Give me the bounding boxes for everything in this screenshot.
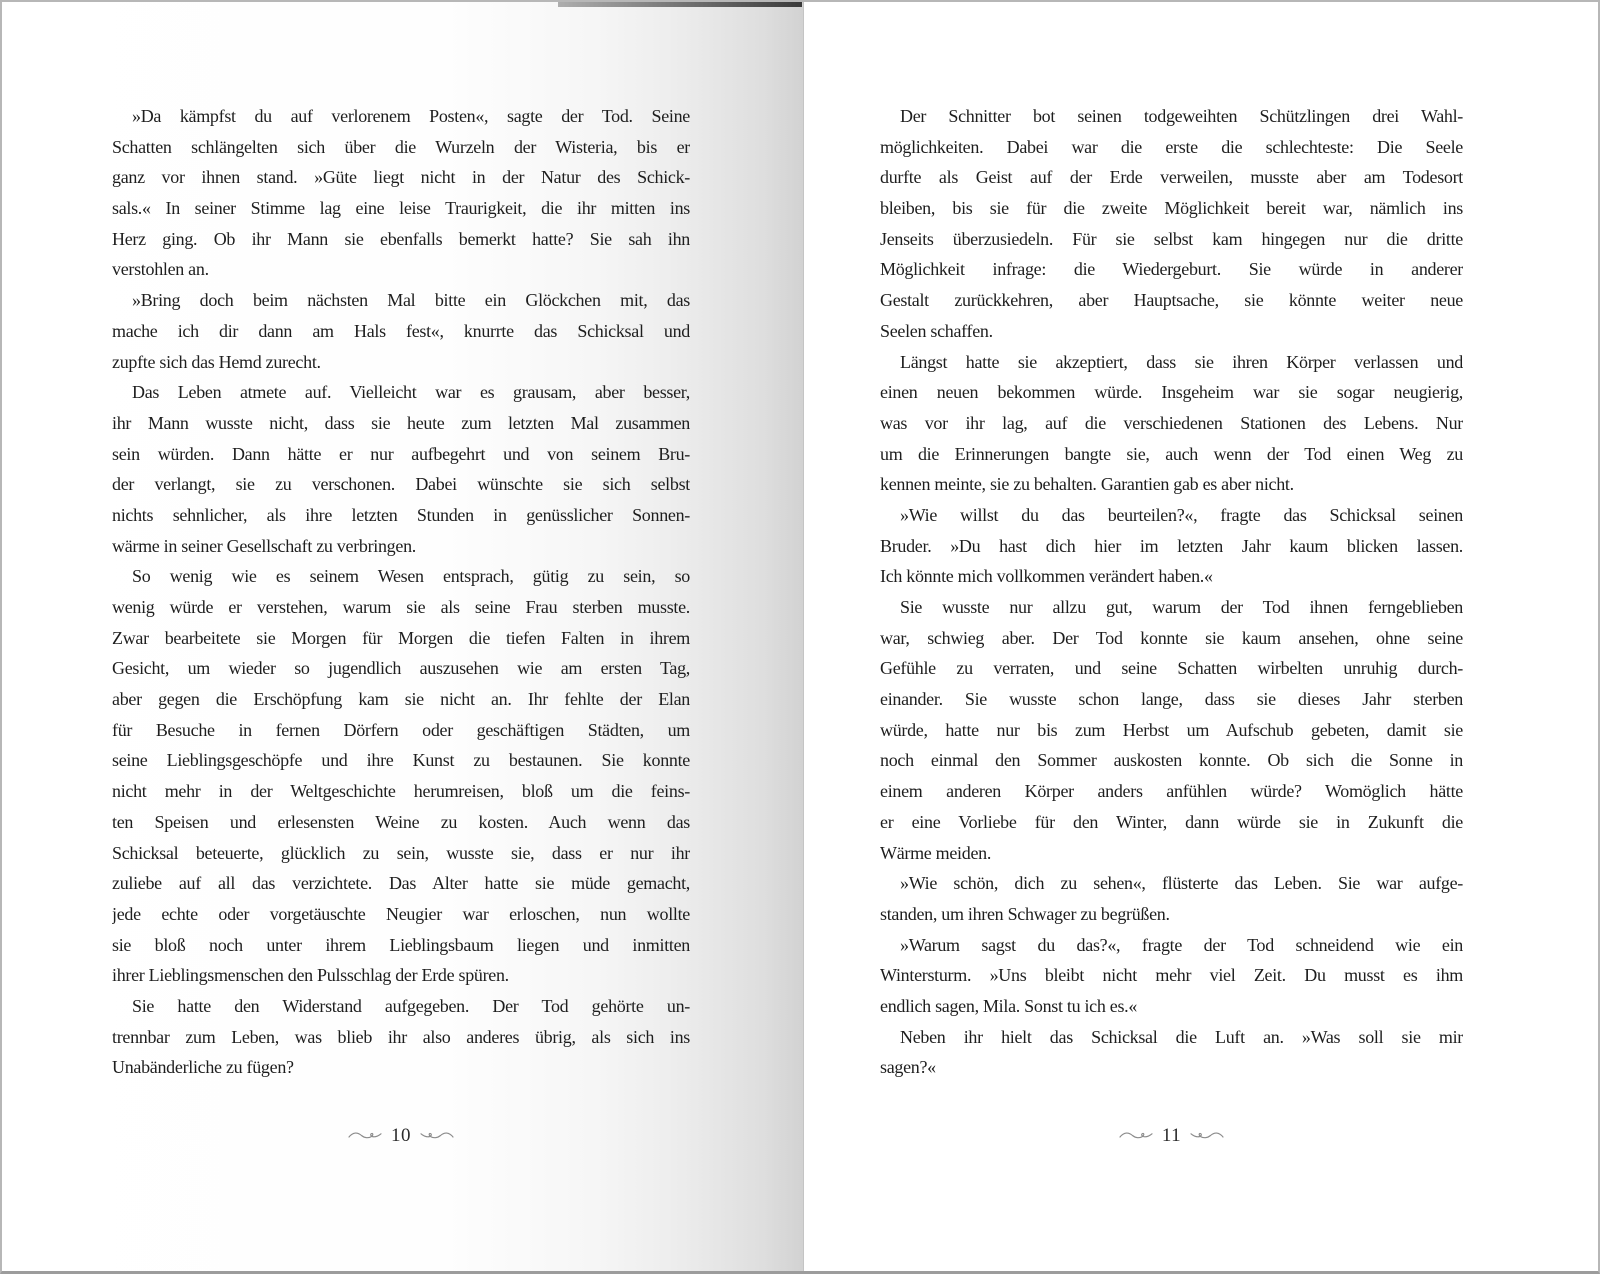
text-line: ganz vor ihnen stand. »Güte liegt nicht in der Natur des Schick-: [112, 167, 690, 188]
gutter-shadow: [558, 2, 802, 7]
paragraph: [880, 930, 1463, 1022]
text-line: kennen meinte, sie zu behalten. Garantien gab es aber nicht.: [880, 474, 1294, 495]
text-line: Der Schnitter bot seinen todgeweihten Schützlingen drei Wahl-: [900, 106, 1463, 126]
text-line: nicht mehr in der Weltgeschichte herumreisen, bloß um die feins-: [112, 781, 690, 802]
text-line: standen, um ihren Schwager zu begrüßen.: [880, 903, 1170, 924]
paragraph: [112, 377, 690, 561]
text-line: für Besuche in fernen Dörfern oder geschäftigen Städten, um: [112, 719, 690, 740]
text-line: einen neuen bekommen würde. Insgeheim war sie sogar neugierig,: [880, 382, 1463, 403]
text-line: um die Erinnerungen bangte sie, auch wenn der Tod einen Weg zu: [880, 443, 1463, 464]
text-line: Wärme meiden.: [880, 842, 992, 863]
text-line: aber gegen die Erschöpfung kam sie nicht an. Ihr fehlte der Elan: [112, 689, 690, 710]
text-line: Das Leben atmete auf. Vielleicht war es grausam, aber besser,: [132, 382, 690, 403]
text-line: Schicksal beteuerte, glücklich zu sein, wusste sie, dass er nur ihr: [112, 842, 690, 863]
text-line: zuliebe auf all das verzichtete. Das Alter hatte sie müde gemacht,: [112, 873, 690, 894]
text-line: »Warum sagst du das?«, fragte der Tod schneidend wie ein: [900, 934, 1463, 955]
text-line: Bruder. »Du hast dich hier im letzten Jahr kaum blicken lassen.: [880, 535, 1463, 556]
paragraph: [880, 868, 1463, 929]
paragraph: [880, 101, 1463, 347]
text-line: sie bloß noch unter ihrem Lieblingsbaum liegen und inmitten: [112, 934, 690, 955]
text-line: bleiben, bis sie für die zweite Möglichkeit bereit war, nämlich ins: [880, 198, 1463, 219]
text-line: wärme in seiner Gesellschaft zu verbringen.: [112, 535, 416, 556]
text-line: was vor ihr lag, auf die verschiedenen Stationen des Lebens. Nur: [880, 412, 1463, 433]
paragraph: [112, 991, 690, 1083]
text-line: ihr Mann wusste nicht, dass sie heute zum letzten Mal zusammen: [112, 412, 690, 433]
text-line: Seelen schaffen.: [880, 320, 993, 341]
text-line: einander. Sie wusste schon lange, dass sie dieses Jahr sterben: [880, 689, 1463, 710]
text-line: Unabänderliche zu fügen?: [112, 1057, 294, 1078]
text-line: sals.« In seiner Stimme lag eine leise Traurigkeit, die ihr mitten ins: [112, 198, 690, 219]
text-line: Jenseits überzusiedeln. Für sie selbst kam hingegen nur die dritte: [880, 228, 1463, 249]
page-number: 10: [391, 1124, 411, 1146]
text-line: Gefühle zu verraten, und seine Schatten wirbelten unruhig durch-: [880, 658, 1463, 679]
text-line: sein würden. Dann hätte er nur aufbegehrt und von seinem Bru-: [112, 443, 690, 464]
text-line: möglichkeiten. Dabei war die erste die schlechteste: Die Seele: [880, 136, 1463, 157]
page-number: 11: [1161, 1124, 1182, 1146]
text-line: Längst hatte sie akzeptiert, dass sie ihren Körper verlassen und: [900, 351, 1463, 372]
text-line: Gesicht, um wieder so jugendlich auszusehen wie am ersten Tag,: [112, 658, 690, 679]
paragraph: [880, 347, 1463, 500]
text-line: war, schwieg aber. Der Tod konnte sie kaum ansehen, ohne seine: [880, 627, 1463, 648]
text-line: zupfte sich das Hemd zurecht.: [112, 351, 321, 372]
paragraph: [112, 101, 690, 285]
flourish-left-icon: [348, 1129, 382, 1141]
left-page-footer: [112, 1120, 690, 1150]
text-line: ten Speisen und erlesensten Weine zu kosten. Auch wenn das: [112, 811, 690, 832]
text-line: So wenig wie es seinem Wesen entsprach, gütig zu sein, so: [132, 566, 690, 587]
right-page-text: [880, 101, 1463, 1083]
flourish-left-icon: [1119, 1129, 1153, 1141]
text-line: Sie wusste nur allzu gut, warum der Tod ihnen ferngeblieben: [900, 597, 1463, 617]
text-line: würde, hatte nur bis zum Herbst um Aufschub gebeten, damit sie: [880, 719, 1463, 740]
paragraph: [880, 1022, 1463, 1083]
text-line: Möglichkeit infrage: die Wiedergeburt. Sie würde in anderer: [880, 259, 1463, 280]
text-line: Gestalt zurückkehren, aber Hauptsache, sie könnte weiter neue: [880, 290, 1463, 311]
paragraph: [112, 285, 690, 377]
text-line: »Wie schön, dich zu sehen«, flüsterte das Leben. Sie war aufge-: [900, 873, 1463, 894]
text-line: wenig würde er verstehen, warum sie als seine Frau sterben musste.: [112, 597, 690, 617]
text-line: Herz ging. Ob ihr Mann sie ebenfalls bemerkt hatte? Sie sah ihn: [112, 228, 690, 249]
paragraph: [880, 592, 1463, 868]
text-line: einem anderen Körper anders anfühlen würde? Womöglich hätte: [880, 781, 1463, 802]
text-line: noch einmal den Sommer auskosten konnte. Ob sich die Sonne in: [880, 750, 1463, 771]
left-page-text: [112, 101, 690, 1083]
text-line: nichts sehnlicher, als ihre letzten Stunden in genüsslicher Sonnen-: [112, 504, 690, 525]
text-line: Ich könnte mich vollkommen verändert haben.«: [880, 566, 1213, 587]
text-line: durfte als Geist auf der Erde verweilen, musste aber am Todesort: [880, 167, 1463, 188]
text-line: »Wie willst du das beurteilen?«, fragte das Schicksal seinen: [900, 504, 1463, 525]
text-line: Schatten schlängelten sich über die Wurzeln der Wisteria, bis er: [112, 136, 690, 157]
paragraph: [880, 500, 1463, 592]
text-line: sagen?«: [880, 1057, 936, 1078]
text-line: Wintersturm. »Uns bleibt nicht mehr viel Zeit. Du musst es ihm: [880, 965, 1463, 986]
text-line: der verlangt, sie zu verschonen. Dabei wünschte sie sich selbst: [112, 474, 690, 495]
right-page-footer: [880, 1120, 1463, 1150]
text-line: Zwar bearbeitete sie Morgen für Morgen die tiefen Falten in ihrem: [112, 627, 690, 648]
text-line: verstohlen an.: [112, 259, 209, 280]
text-line: er eine Vorliebe für den Winter, dann würde sie in Zukunft die: [880, 811, 1463, 832]
text-line: jede echte oder vorgetäuschte Neugier war erloschen, nun wollte: [112, 903, 690, 924]
text-line: Sie hatte den Widerstand aufgegeben. Der Tod gehörte un-: [132, 995, 690, 1016]
text-line: trennbar zum Leben, was blieb ihr also anderes übrig, als sich ins: [112, 1026, 690, 1047]
flourish-right-icon: [420, 1129, 454, 1141]
paragraph: [112, 561, 690, 991]
text-line: seine Lieblingsgeschöpfe und ihre Kunst zu bestaunen. Sie konnte: [112, 750, 690, 771]
text-line: »Bring doch beim nächsten Mal bitte ein Glöckchen mit, das: [132, 290, 690, 311]
flourish-right-icon: [1190, 1129, 1224, 1141]
text-line: endlich sagen, Mila. Sonst tu ich es.«: [880, 995, 1138, 1016]
text-line: Neben ihr hielt das Schicksal die Luft an. »Was soll sie mir: [900, 1026, 1463, 1047]
text-line: mache ich dir dann am Hals fest«, knurrte das Schicksal und: [112, 320, 690, 341]
text-line: »Da kämpfst du auf verlorenem Posten«, sagte der Tod. Seine: [132, 106, 690, 126]
text-line: ihrer Lieblingsmenschen den Pulsschlag der Erde spüren.: [112, 965, 509, 986]
